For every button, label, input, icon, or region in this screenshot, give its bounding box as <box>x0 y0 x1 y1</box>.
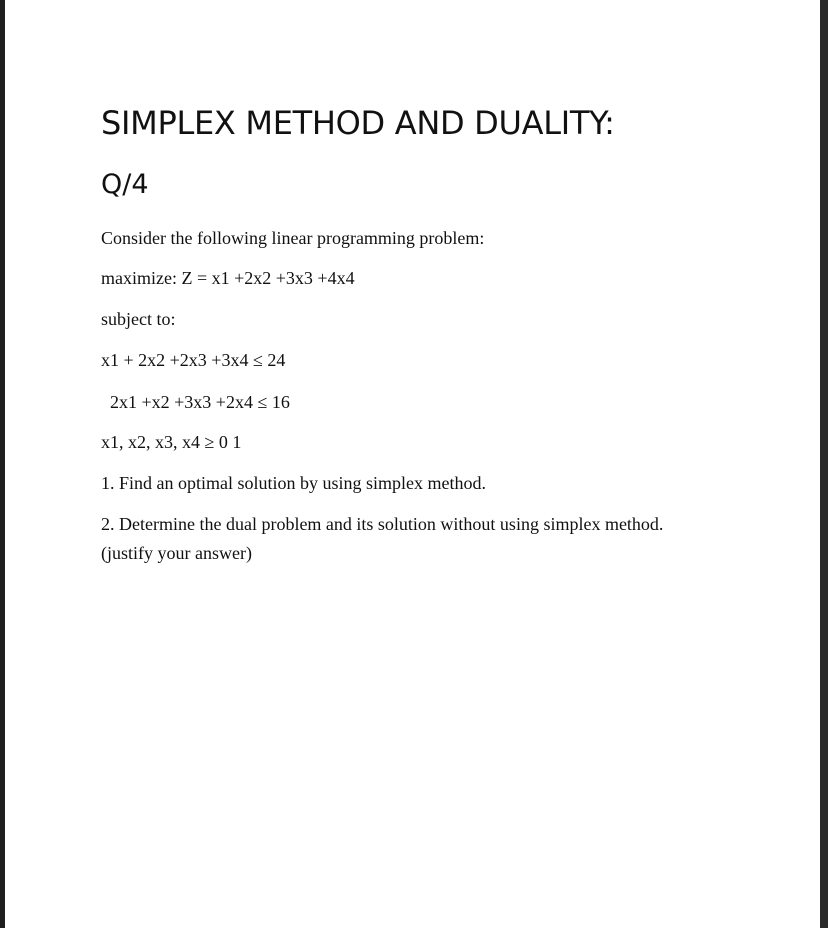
task-2-line-1: 2. Determine the dual problem and its solution without using simplex method. <box>101 514 664 534</box>
document-page <box>5 0 820 928</box>
intro-text: Consider the following linear programming problem: <box>101 228 485 248</box>
constraint-1: x1 + 2x2 +2x3 +3x4 ≤ 24 <box>101 350 286 370</box>
nonnegativity-constraint: x1, x2, x3, x4 ≥ 0 1 <box>101 432 242 452</box>
constraint-2: 2x1 +x2 +3x3 +2x4 ≤ 16 <box>110 392 290 412</box>
document-title: SIMPLEX METHOD AND DUALITY: <box>101 104 615 142</box>
task-2-line-2: (justify your answer) <box>101 543 252 563</box>
task-1: 1. Find an optimal solution by using simplex method. <box>101 473 486 493</box>
question-number: Q/4 <box>101 169 149 200</box>
page-edge <box>820 0 828 928</box>
objective-function: maximize: Z = x1 +2x2 +3x3 +4x4 <box>101 268 355 288</box>
subject-to-label: subject to: <box>101 309 176 329</box>
